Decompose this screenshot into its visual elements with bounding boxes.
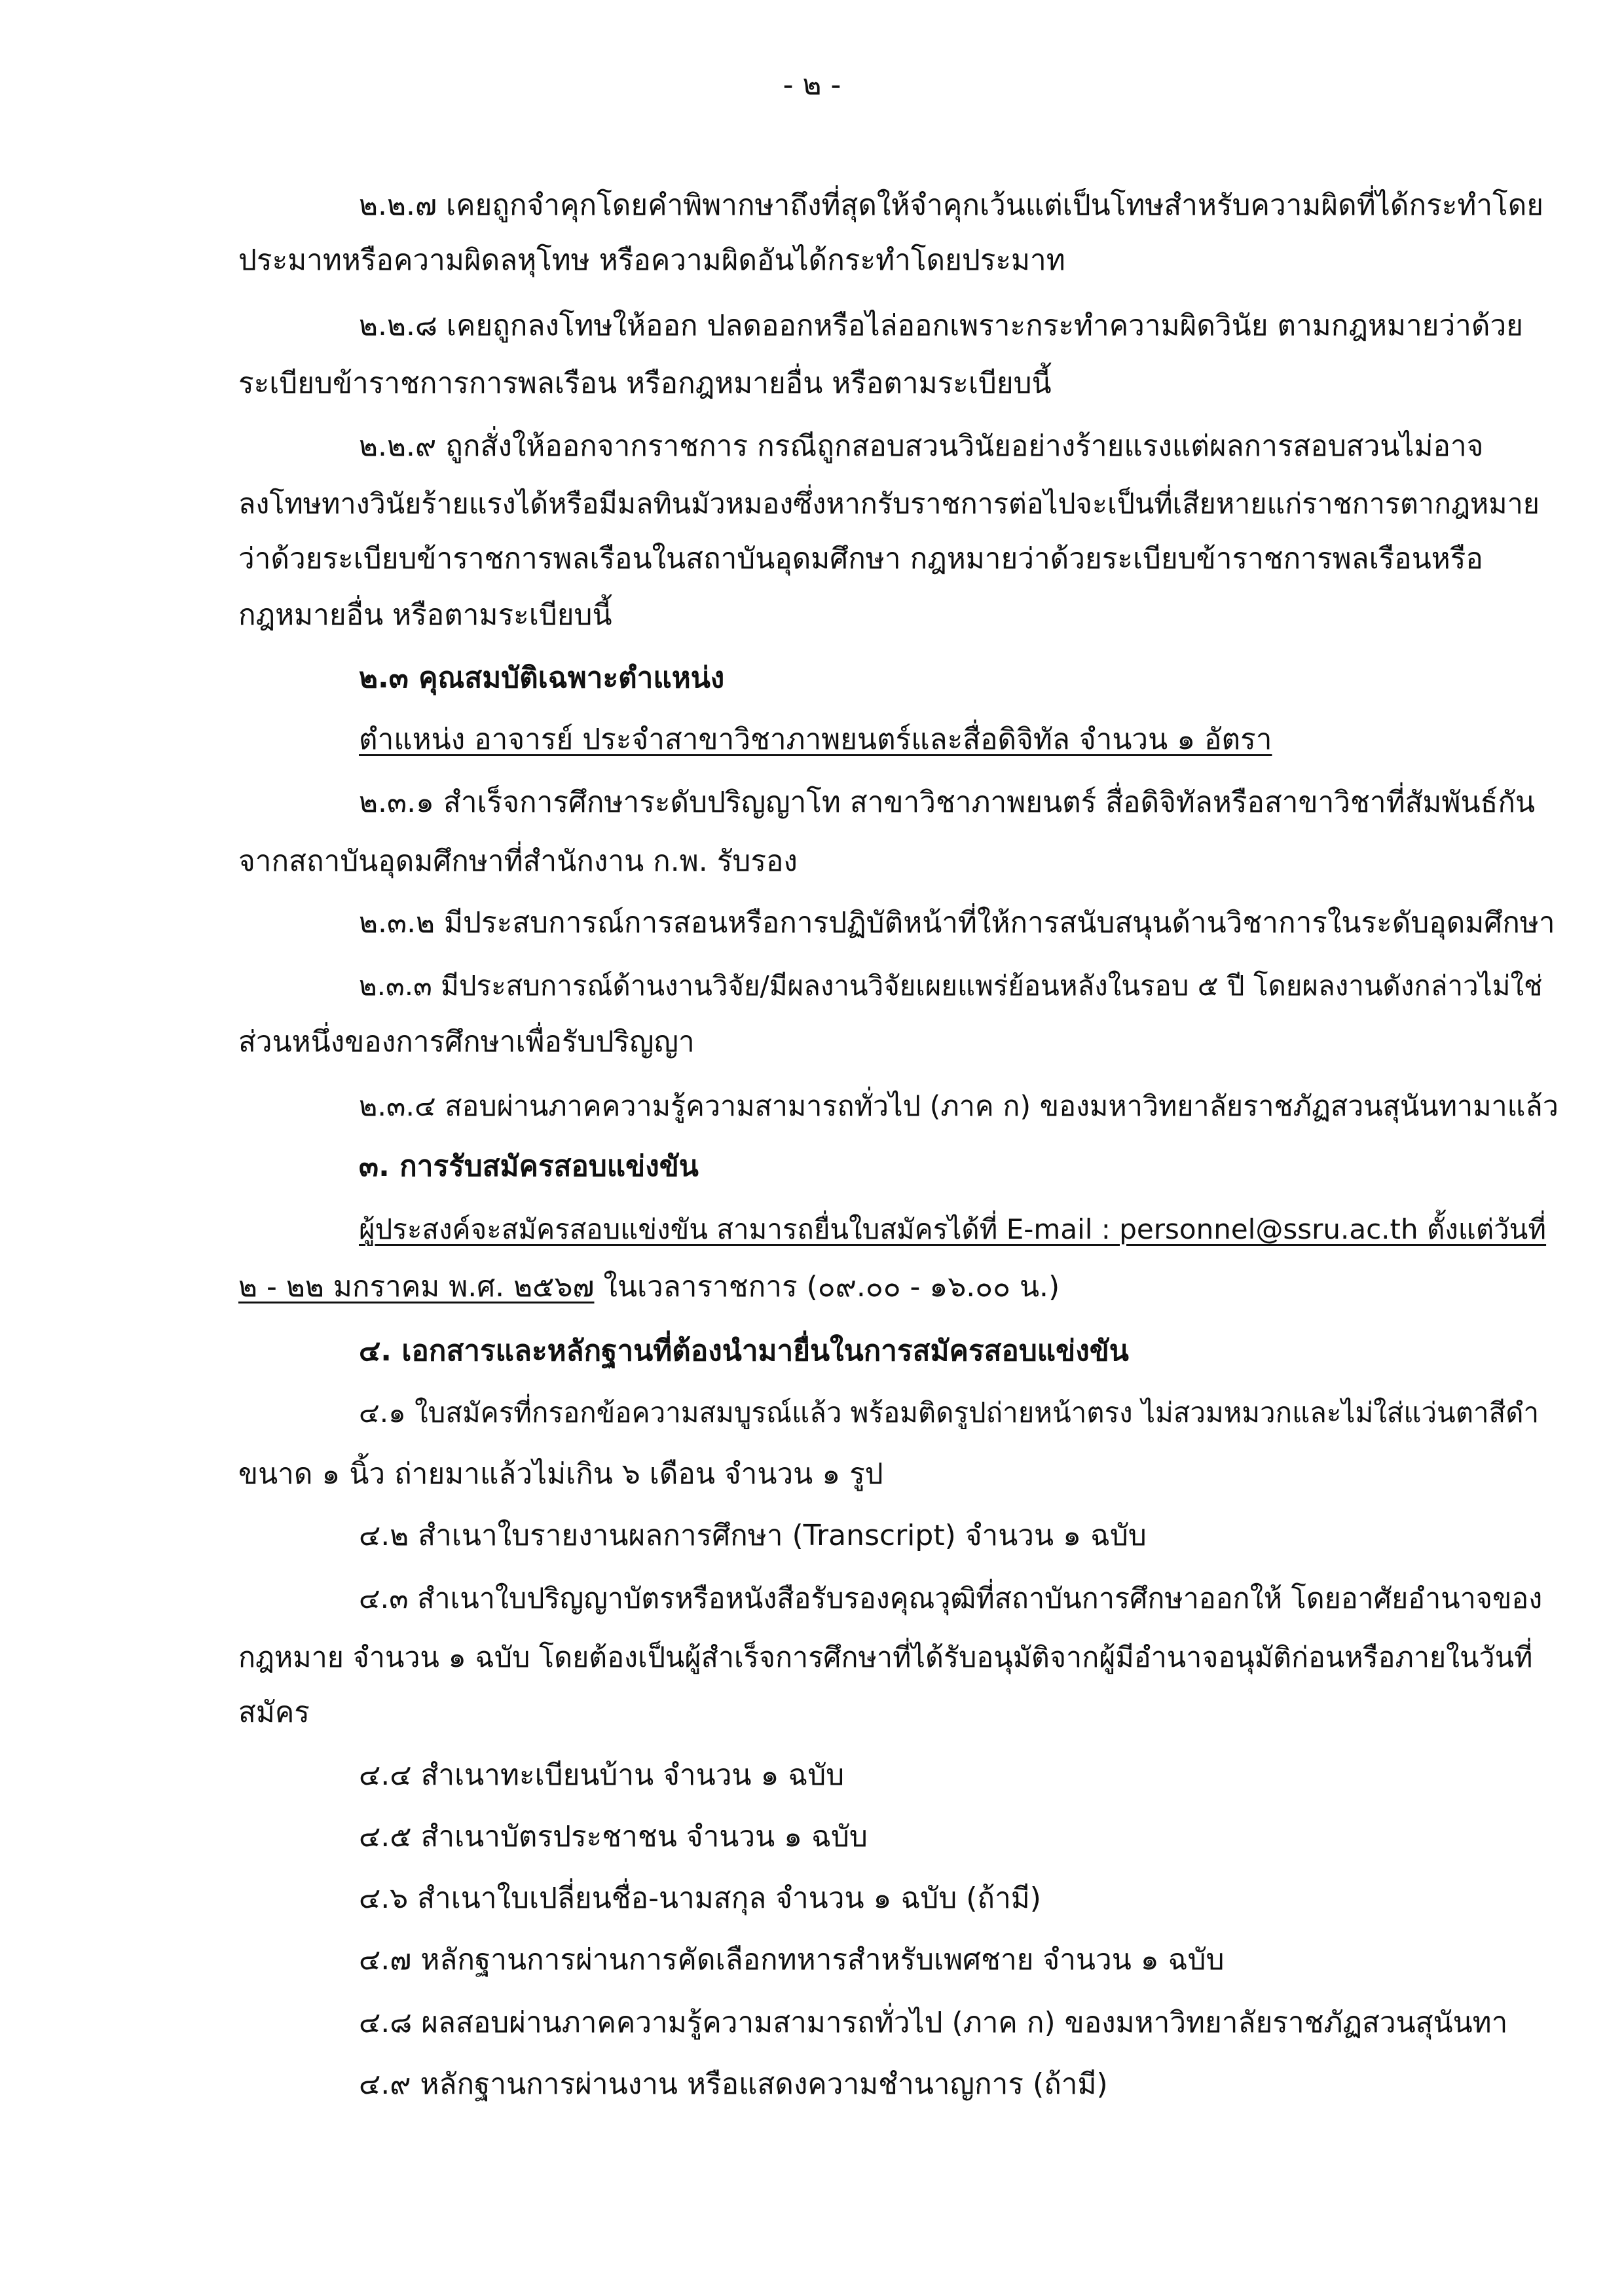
section-3-heading: ๓. การรับสมัครสอบแข่งขัน xyxy=(359,1150,699,1183)
item-2-3-1-line-2: จากสถาบันอุดมศึกษาที่สำนักงาน ก.พ. รับรอง xyxy=(238,845,798,878)
item-2-3-3-line-2: ส่วนหนึ่งของการศึกษาเพื่อรับปริญญา xyxy=(238,1025,695,1059)
item-4-8: ๔.๘ ผลสอบผ่านภาคความรู้ความสามารถทั่วไป (ภาค ก) ของมหาวิทยาลัยราชภัฏสวนสุนันทา xyxy=(359,2006,1508,2039)
item-4-3-line-1: ๔.๓ สำเนาใบปริญญาบัตรหรือหนังสือรับรองคุณวุฒิที่สถาบันการศึกษาออกให้ โดยอาศัยอำนาจของ xyxy=(359,1582,1543,1615)
item-2-2-9-line-1: ๒.๒.๙ ถูกสั่งให้ออกจากราชการ กรณีถูกสอบสวนวินัยอย่างร้ายแรงแต่ผลการสอบสวนไม่อาจ xyxy=(359,429,1484,463)
item-2-2-7-line-1: ๒.๒.๗ เคยถูกจำคุกโดยคำพิพากษาถึงที่สุดให้จำคุกเว้นแต่เป็นโทษสำหรับความผิดที่ได้กระทำโดย xyxy=(359,189,1544,222)
item-4-3-line-2: กฎหมาย จำนวน ๑ ฉบับ โดยต้องเป็นผู้สำเร็จการศึกษาที่ได้รับอนุมัติจากผู้มีอำนาจอนุมัติก่อนหรือภายในวันที่ xyxy=(238,1641,1533,1674)
item-2-3-4: ๒.๓.๔ สอบผ่านภาคความรู้ความสามารถทั่วไป (ภาค ก) ของมหาวิทยาลัยราชภัฏสวนสุนันทามาแล้ว xyxy=(359,1090,1559,1123)
item-2-3-3-line-1: ๒.๓.๓ มีประสบการณ์ด้านงานวิจัย/มีผลงานวิจัยเผยแพร่ย้อนหลังในรอบ ๕ ปี โดยผลงานดังกล่าวไม่ใช่ xyxy=(359,970,1543,1002)
section-4-heading: ๔. เอกสารและหลักฐานที่ต้องนำมายื่นในการสมัครสอบแข่งขัน xyxy=(359,1334,1129,1368)
section-2-3-heading: ๒.๓ คุณสมบัติเฉพาะตำแหน่ง xyxy=(359,661,725,695)
application-period: ๒ - ๒๒ มกราคม พ.ศ. ๒๕๖๗ xyxy=(238,1270,595,1303)
item-2-2-9-line-3: ว่าด้วยระเบียบข้าราชการพลเรือนในสถาบันอุดมศึกษา กฎหมายว่าด้วยระเบียบข้าราชการพลเรือนหรือ xyxy=(238,542,1483,575)
item-4-1-line-2: ขนาด ๑ นิ้ว ถ่ายมาแล้วไม่เกิน ๖ เดือน จำนวน ๑ รูป xyxy=(238,1457,883,1491)
item-4-7: ๔.๗ หลักฐานการผ่านการคัดเลือกทหารสำหรับเพศชาย จำนวน ๑ ฉบับ xyxy=(359,1943,1225,1977)
item-2-2-8-line-2: ระเบียบข้าราชการการพลเรือน หรือกฎหมายอื่น หรือตามระเบียบนี้ xyxy=(238,367,1052,400)
section-3-line-2 xyxy=(238,1267,1060,1307)
section-3-line-1: ผู้ประสงค์จะสมัครสอบแข่งขัน สามารถยื่นใบสมัครได้ที่ E-mail : personnel@ssru.ac.th ตั้งแต่วันที่ xyxy=(359,1213,1547,1245)
item-4-3-line-3: สมัคร xyxy=(238,1696,310,1729)
item-4-6: ๔.๖ สำเนาใบเปลี่ยนชื่อ-นามสกุล จำนวน ๑ ฉบับ (ถ้ามี) xyxy=(359,1882,1041,1915)
office-hours: ในเวลาราชการ (๐๙.๐๐ - ๑๖.๐๐ น.) xyxy=(594,1270,1060,1303)
item-2-2-9-line-4: กฎหมายอื่น หรือตามระเบียบนี้ xyxy=(238,598,612,632)
item-2-3-1-line-1: ๒.๓.๑ สำเร็จการศึกษาระดับปริญญาโท สาขาวิชาภาพยนตร์ สื่อดิจิทัลหรือสาขาวิชาที่สัมพันธ์กัน xyxy=(359,786,1536,819)
item-4-2: ๔.๒ สำเนาใบรายงานผลการศึกษา (Transcript) จำนวน ๑ ฉบับ xyxy=(359,1519,1147,1552)
item-4-9: ๔.๙ หลักฐานการผ่านงาน หรือแสดงความชำนาญการ (ถ้ามี) xyxy=(359,2068,1108,2101)
item-2-2-9-line-2: ลงโทษทางวินัยร้ายแรงได้หรือมีมลทินมัวหมองซึ่งหากรับราชการต่อไปจะเป็นที่เสียหายแก่ราชการตากฎหมาย xyxy=(238,488,1540,520)
item-4-5: ๔.๕ สำเนาบัตรประชาชน จำนวน ๑ ฉบับ xyxy=(359,1820,868,1853)
item-4-4: ๔.๔ สำเนาทะเบียนบ้าน จำนวน ๑ ฉบับ xyxy=(359,1758,845,1792)
item-4-1-line-1: ๔.๑ ใบสมัครที่กรอกข้อความสมบูรณ์แล้ว พร้อมติดรูปถ่ายหน้าตรง ไม่สวมหมวกและไม่ใส่แว่นตาสีดำ xyxy=(359,1396,1540,1429)
position-line: ตำแหน่ง อาจารย์ ประจำสาขาวิชาภาพยนตร์และสื่อดิจิทัล จำนวน ๑ อัตรา xyxy=(359,723,1272,756)
item-2-3-2: ๒.๓.๒ มีประสบการณ์การสอนหรือการปฏิบัติหน้าที่ให้การสนับสนุนด้านวิชาการในระดับอุดมศึกษา xyxy=(359,906,1555,939)
page-number: - ๒ - xyxy=(783,68,841,101)
item-2-2-8-line-1: ๒.๒.๘ เคยถูกลงโทษให้ออก ปลดออกหรือไล่ออกเพราะกระทำความผิดวินัย ตามกฎหมายว่าด้วย xyxy=(359,309,1523,342)
item-2-2-7-line-2: ประมาทหรือความผิดลหุโทษ หรือความผิดอันได้กระทำโดยประมาท xyxy=(238,244,1065,277)
